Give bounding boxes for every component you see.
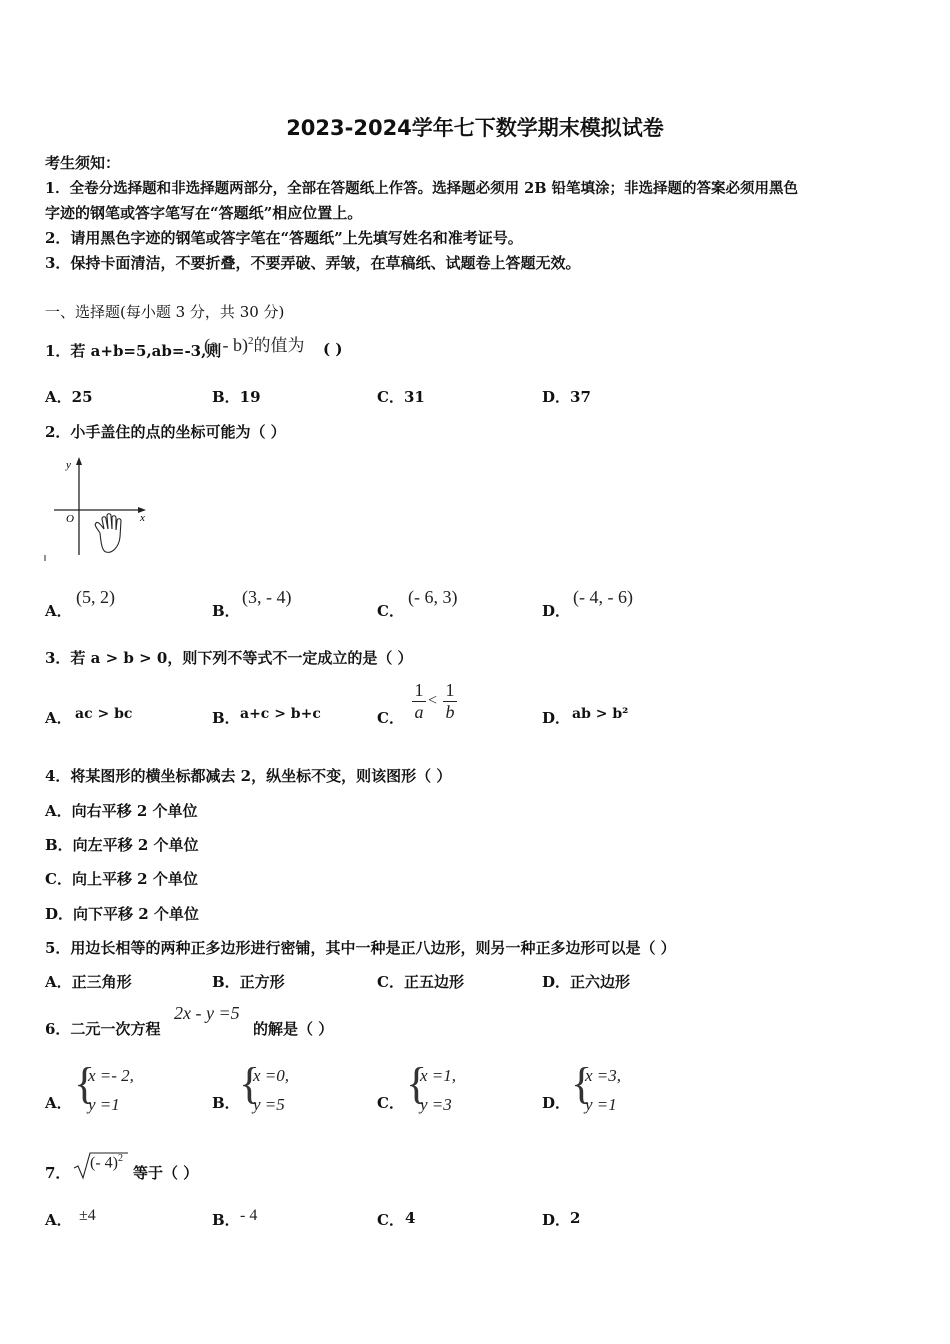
q2-option-b-label[interactable]: B． — [212, 602, 240, 620]
notice-heading: 考生须知： — [45, 154, 121, 172]
y-axis-label: y — [66, 459, 71, 471]
q2-option-b-value: (3, - 4) — [242, 587, 292, 607]
q7-option-b-value: - 4 — [240, 1207, 258, 1224]
q6-option-a-brace: { — [74, 1059, 96, 1108]
q1-expression — [204, 331, 304, 356]
hand-icon — [95, 514, 121, 553]
q6-equation: 2x - y =5 — [174, 1003, 240, 1023]
q7-option-b-label[interactable]: B． — [212, 1211, 240, 1229]
q6-option-d-label[interactable]: D． — [542, 1094, 571, 1112]
q4-stem: 4．将某图形的横坐标都减去 2，纵坐标不变，则该图形（ ） — [45, 767, 452, 785]
q6-option-c-label[interactable]: C． — [377, 1094, 404, 1112]
section-heading: 一、选择题(每小题 3 分，共 30 分) — [45, 303, 285, 321]
q3-frac1-num: 1 — [414, 680, 424, 700]
q7-radicand — [90, 1153, 123, 1172]
q3-option-b-value: a+c > b+c — [240, 706, 321, 722]
q6-option-d-line2: y =1 — [585, 1095, 617, 1114]
q1-expr-base: (a - b) — [204, 335, 248, 355]
q1-option-d[interactable]: D．37 — [542, 388, 591, 406]
x-axis-label: x — [140, 512, 145, 524]
q6-option-d-brace: { — [571, 1059, 593, 1108]
q3-option-a-value: ac > bc — [75, 706, 133, 722]
q2-option-a-label[interactable]: A． — [45, 602, 72, 620]
q7-option-c-label[interactable]: C． — [377, 1211, 404, 1229]
q2-option-d-value: (- 4, - 6) — [573, 587, 633, 607]
q1-option-c[interactable]: C．31 — [377, 388, 425, 406]
q6-option-b-line2: y =5 — [253, 1095, 285, 1114]
page-title: 2023-2024学年七下数学期末模拟试卷 — [286, 116, 664, 140]
q3-fraction-1 — [412, 680, 426, 723]
q2-option-c-label[interactable]: C． — [377, 602, 404, 620]
q2-option-d-label[interactable]: D． — [542, 602, 571, 620]
q6-option-c-brace: { — [406, 1059, 428, 1108]
notice-line-3: 3．保持卡面清洁，不要折叠，不要弄破、弄皱，在草稿纸、试题卷上答题无效。 — [45, 254, 581, 272]
q7-option-d-label[interactable]: D． — [542, 1211, 571, 1229]
q7-stem: 7． — [45, 1164, 71, 1182]
q4-option-b[interactable]: B．向左平移 2 个单位 — [45, 836, 199, 854]
notice-line-1a: 1．全卷分选择题和非选择题两部分，全部在答题纸上作答。选择题必须用 2B 铅笔填涂；非选择题的答案必须用黑色 — [45, 180, 799, 197]
q5-option-a[interactable]: A．正三角形 — [45, 973, 132, 991]
q4-option-c[interactable]: C．向上平移 2 个单位 — [45, 870, 198, 888]
q3-option-c-label[interactable]: C． — [377, 709, 404, 727]
coordinate-figure — [44, 455, 154, 565]
q6-option-b-label[interactable]: B． — [212, 1094, 240, 1112]
q1-expr-exp: 2 — [247, 335, 254, 347]
q3-frac2-num: 1 — [445, 680, 455, 700]
q7-option-d-value: 2 — [570, 1209, 581, 1227]
q2-option-a-value: (5, 2) — [76, 587, 115, 607]
q6-stem: 6．二元一次方程 — [45, 1020, 161, 1038]
q7-radicand-base: (- 4) — [90, 1154, 118, 1172]
q4-option-d[interactable]: D．向下平移 2 个单位 — [45, 905, 199, 923]
q6-option-b-line1: x =0, — [253, 1066, 290, 1085]
q1-expr-tail: 的值为 — [253, 336, 305, 355]
q6-option-a-line1: x =- 2, — [88, 1066, 134, 1085]
q6-option-a-label[interactable]: A． — [45, 1094, 72, 1112]
q7-option-c-value: 4 — [405, 1209, 416, 1227]
q7-tail: 等于（ ） — [133, 1164, 199, 1182]
q3-option-d-value: ab > b² — [572, 706, 629, 722]
q6-option-b-brace: { — [239, 1059, 261, 1108]
q5-option-d[interactable]: D．正六边形 — [542, 973, 631, 991]
q3-option-a-label[interactable]: A． — [45, 709, 72, 727]
q4-option-a[interactable]: A．向右平移 2 个单位 — [45, 802, 198, 820]
q6-tail: 的解是（ ） — [253, 1020, 334, 1038]
origin-label: O — [66, 513, 74, 525]
q3-option-b-label[interactable]: B． — [212, 709, 240, 727]
q3-frac2-den: b — [443, 701, 457, 723]
q6-option-c-line1: x =1, — [420, 1066, 457, 1085]
q5-option-b[interactable]: B．正方形 — [212, 973, 285, 991]
q2-option-c-value: (- 6, 3) — [408, 587, 458, 607]
q6-option-d-line1: x =3, — [585, 1066, 622, 1085]
q5-stem: 5．用边长相等的两种正多边形进行密铺，其中一种是正八边形，则另一种正多边形可以是（ ） — [45, 939, 676, 957]
q1-option-a[interactable]: A．25 — [45, 388, 93, 406]
q3-stem: 3．若 a > b > 0，则下列不等式不一定成立的是（ ） — [45, 649, 413, 667]
q7-option-a-label[interactable]: A． — [45, 1211, 72, 1229]
q1-stem: 1．若 a+b=5,ab=-3,则 — [45, 342, 222, 360]
q6-option-a-line2: y =1 — [88, 1095, 120, 1114]
q3-fraction-2 — [443, 680, 457, 723]
q3-frac1-den: a — [412, 701, 426, 723]
q1-paren: ( ) — [323, 340, 343, 358]
q6-option-c-line2: y =3 — [420, 1095, 452, 1114]
y-axis-arrow — [76, 457, 82, 465]
notice-line-2: 2．请用黑色字迹的钢笔或答字笔在“答题纸”上先填写姓名和准考证号。 — [45, 229, 523, 247]
q3-option-d-label[interactable]: D． — [542, 709, 571, 727]
q5-option-c[interactable]: C．正五边形 — [377, 973, 464, 991]
q1-option-b[interactable]: B．19 — [212, 388, 261, 406]
q7-option-a-value: ±4 — [79, 1207, 96, 1224]
q3-less-than: < — [428, 692, 438, 709]
q7-radicand-exp: 2 — [117, 1153, 123, 1164]
notice-line-1b: 字迹的钢笔或答字笔写在“答题纸”相应位置上。 — [45, 204, 363, 222]
q2-stem: 2．小手盖住的点的坐标可能为（ ） — [45, 423, 286, 441]
